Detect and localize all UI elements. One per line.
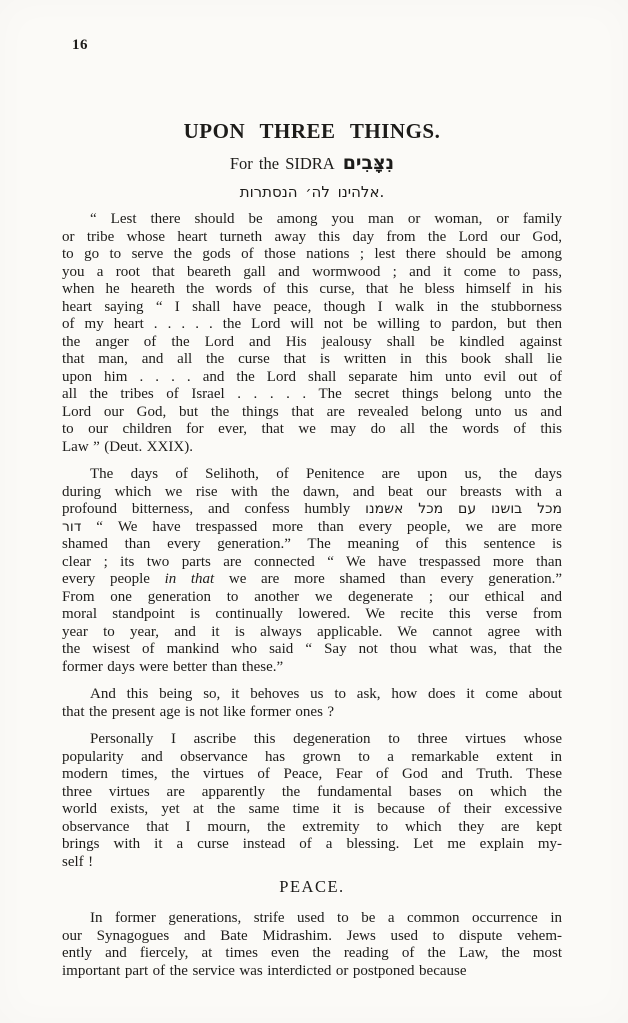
text-line: Personally I ascribe this degeneration to three virtues whose (90, 731, 562, 747)
text-line: upon him . . . . and the Lord shall separate him unto evil out of (62, 368, 562, 385)
text-line: Lord our God, but the things that are revealed belong unto us and (62, 403, 562, 420)
text-line: when he heareth the words of this curse, that he bless himself in his (62, 281, 562, 297)
text-line: clear ; its two parts are connected “ We have trespassed more than (62, 553, 562, 570)
text-line: three virtues are apparently the fundamental bases on which the (62, 783, 562, 800)
text-line: self ! (62, 853, 94, 870)
text-line: you a root that beareth gall and wormwood ; and it come to pass, (62, 263, 562, 280)
sidra-hebrew-word: נִצָּבִים (342, 152, 395, 174)
page-title: UPON THREE THINGS. (183, 119, 441, 143)
text-line: brings with it a curse instead of a blessing. Let me explain my- (62, 836, 562, 852)
text-line: every people in that we are more shamed than every generation.” (62, 571, 562, 587)
section-heading: PEACE. (279, 877, 345, 896)
text-line: moral standpoint is continually lowered. We recite this verse from (62, 606, 562, 622)
text-line: observance that I mourn, the extremity to which they are kept (62, 818, 562, 835)
text-line: the wisest of mankind who said “ Say not thou what was, that the (62, 641, 562, 657)
text-line: world exists, yet at the same time it is because of their excessive (62, 801, 562, 817)
text-line: Law ” (Deut. XXIX). (62, 438, 193, 455)
sidra-prefix: For the SIDRA (229, 154, 335, 173)
paragraph (62, 466, 562, 676)
text-line: year to year, and it is always applicable. We cannot agree with (62, 623, 562, 640)
text-line: former days were better than these.” (62, 658, 284, 675)
text-line: important part of the service was interdicted or postponed because (62, 962, 467, 979)
sidra-line (62, 150, 562, 177)
text-line: The days of Selihoth, of Penitence are upon us, the days (90, 466, 562, 482)
page-content (62, 36, 562, 980)
text-line: our Synagogues and Bate Midrashim. Jews used to dispute vehem- (62, 927, 562, 944)
text-line: of my heart . . . . . the Lord will not be willing to pardon, but then (62, 316, 562, 332)
text-line: And this being so, it behoves us to ask, how does it come about (90, 686, 562, 702)
text-line: that the present age is not like former ones ? (62, 703, 335, 720)
text-line: heart saying “ I shall have peace, though I walk in the stubborness (62, 298, 562, 315)
text-line: profound bitterness, and confess humbly אשמנו מכל עם בושנו מכל (62, 501, 562, 517)
paragraph (62, 731, 562, 871)
text-line: that man, and all the curse that is written in this book shall lie (62, 351, 562, 367)
text-line: modern times, the virtues of Peace, Fear of God and Truth. These (62, 766, 562, 782)
text-line: all the tribes of Israel . . . . . The secret things belong unto the (62, 386, 562, 402)
paragraph (62, 686, 562, 721)
paragraph (62, 910, 562, 980)
text-line: ently and fiercely, at times even the reading of the Law, the most (62, 945, 562, 961)
text-line: or tribe whose heart turneth away this day from the Lord our God, (62, 228, 562, 245)
text-line: shamed than every generation.” The meaning of this sentence is (62, 536, 562, 552)
text-line: דור “ We have trespassed more than every people, we are more (62, 518, 562, 535)
text-line: In former generations, strife used to be a common occurrence in (90, 910, 562, 926)
text-line: From one generation to another we degenerate ; our ethical and (62, 588, 562, 605)
hebrew-epigraph: הנסתרות לה׳ אלהינו. (239, 183, 385, 201)
text-line: during which we rise with the dawn, and beat our breasts with a (62, 483, 562, 500)
text-line: to go to serve the gods of those nations ; lest there should be among (62, 246, 562, 262)
paragraph (62, 211, 562, 456)
text-body (62, 211, 562, 980)
text-line: the anger of the Lord and His jealousy shall be kindled against (62, 333, 562, 350)
text-line: “ Lest there should be among you man or woman, or family (90, 211, 562, 227)
text-line: to our children for ever, that we may do all the words of this (62, 421, 562, 437)
text-line: popularity and observance has grown to a remarkable extent in (62, 748, 562, 765)
page-number: 16 (72, 37, 88, 53)
